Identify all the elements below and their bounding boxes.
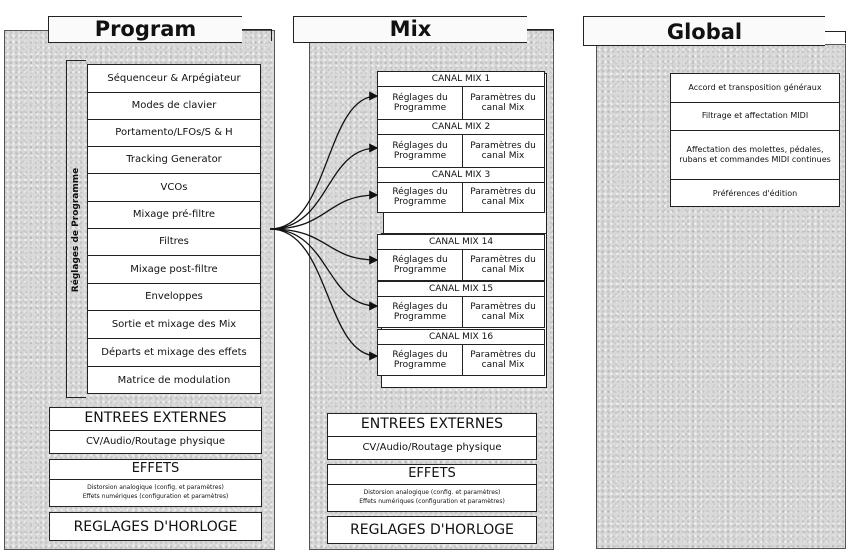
arrow-to-mix-2 bbox=[270, 148, 377, 229]
global-title: Global bbox=[583, 16, 825, 46]
global-settings-list bbox=[670, 73, 840, 207]
program-item: Matrice de modulation bbox=[117, 375, 231, 386]
global-item: Filtrage et affectation MIDI bbox=[671, 102, 839, 131]
program-item: Portamento/LFOs/S & H bbox=[88, 119, 260, 147]
external-inputs-sub: CV/Audio/Routage physique bbox=[362, 442, 502, 453]
effects-sub-digital: Effets numériques (configuration et paramètres) bbox=[82, 493, 229, 500]
mix-channel-program: Réglages du Programme bbox=[392, 301, 448, 322]
clock-settings-label: REGLAGES D'HORLOGE bbox=[350, 522, 514, 538]
mix-channel-name: CANAL MIX 1 bbox=[378, 72, 544, 87]
clock-settings-label: REGLAGES D'HORLOGE bbox=[73, 519, 238, 535]
arrow-to-mix-16 bbox=[270, 229, 377, 356]
mix-channel-params: Paramètres du canal Mix bbox=[470, 301, 536, 322]
effects-sub-digital: Effets numériques (configuration et paramètres) bbox=[359, 498, 505, 505]
program-title: Program bbox=[48, 16, 242, 43]
global-item: Accord et transposition généraux bbox=[671, 74, 839, 103]
mix-effects bbox=[327, 464, 537, 512]
effects-sub-analog: Distorsion analogique (config. et paramètres) bbox=[363, 489, 501, 496]
external-inputs-title: ENTREES EXTERNES bbox=[84, 410, 227, 426]
program-vertical-label: Réglages de Programme bbox=[71, 167, 82, 293]
arrow-to-mix-14 bbox=[270, 229, 377, 260]
mix-channel-name: CANAL MIX 15 bbox=[378, 282, 544, 297]
global-title-line bbox=[825, 31, 845, 32]
program-item: Départs et mixage des effets bbox=[88, 338, 260, 367]
mix-channel-name: CANAL MIX 2 bbox=[378, 120, 544, 135]
mix-channel-name: CANAL MIX 16 bbox=[378, 330, 544, 345]
external-inputs-sub: CV/Audio/Routage physique bbox=[85, 436, 226, 447]
arrow-to-mix-15 bbox=[270, 229, 377, 306]
mix-channel-name: CANAL MIX 14 bbox=[378, 235, 544, 250]
mix-channel-program: Réglages du Programme bbox=[392, 92, 448, 113]
effects-sub-analog: Distorsion analogique (config. et paramètres) bbox=[87, 484, 224, 491]
mix-channel-params: Paramètres du canal Mix bbox=[470, 254, 536, 275]
mix-channel-params: Paramètres du canal Mix bbox=[470, 140, 536, 161]
program-item: Tracking Generator bbox=[88, 146, 260, 174]
program-item: Sortie et mixage des Mix bbox=[88, 310, 260, 339]
program-item: Mixage pré-filtre bbox=[88, 201, 260, 229]
external-inputs-title: ENTREES EXTERNES bbox=[360, 416, 504, 432]
effects-title: EFFETS bbox=[408, 466, 456, 481]
mix-channel-params: Paramètres du canal Mix bbox=[470, 349, 536, 370]
mix-channel-params: Paramètres du canal Mix bbox=[470, 92, 536, 113]
program-item: Mixage post-filtre bbox=[88, 255, 260, 284]
mix-channel-program: Réglages du Programme bbox=[392, 140, 448, 161]
mix-channel-name: CANAL MIX 3 bbox=[378, 168, 544, 183]
global-title-tick bbox=[845, 31, 846, 43]
mix-clock-settings bbox=[327, 516, 537, 544]
effects-title: EFFETS bbox=[131, 461, 180, 476]
program-item: Enveloppes bbox=[88, 283, 260, 311]
arrow-to-mix-3 bbox=[270, 195, 377, 229]
program-item: Séquenceur & Arpégiateur bbox=[88, 65, 260, 93]
mix-channel-params: Paramètres du canal Mix bbox=[470, 187, 536, 207]
global-item: Préférences d'édition bbox=[712, 188, 798, 198]
program-item: Filtres bbox=[88, 228, 260, 256]
program-item: Modes de clavier bbox=[88, 92, 260, 120]
mix-channel-program: Réglages du Programme bbox=[392, 349, 448, 370]
mix-channel-program: Réglages du Programme bbox=[392, 187, 448, 207]
global-item: Affectation des molettes, pédales, rubans et commandes MIDI continues bbox=[671, 130, 839, 180]
mix-channel-program: Réglages du Programme bbox=[392, 254, 448, 275]
mix-title: Mix bbox=[293, 16, 527, 43]
mix-external-inputs bbox=[327, 413, 537, 460]
program-item: VCOs bbox=[88, 173, 260, 202]
arrow-to-mix-1 bbox=[270, 96, 377, 229]
